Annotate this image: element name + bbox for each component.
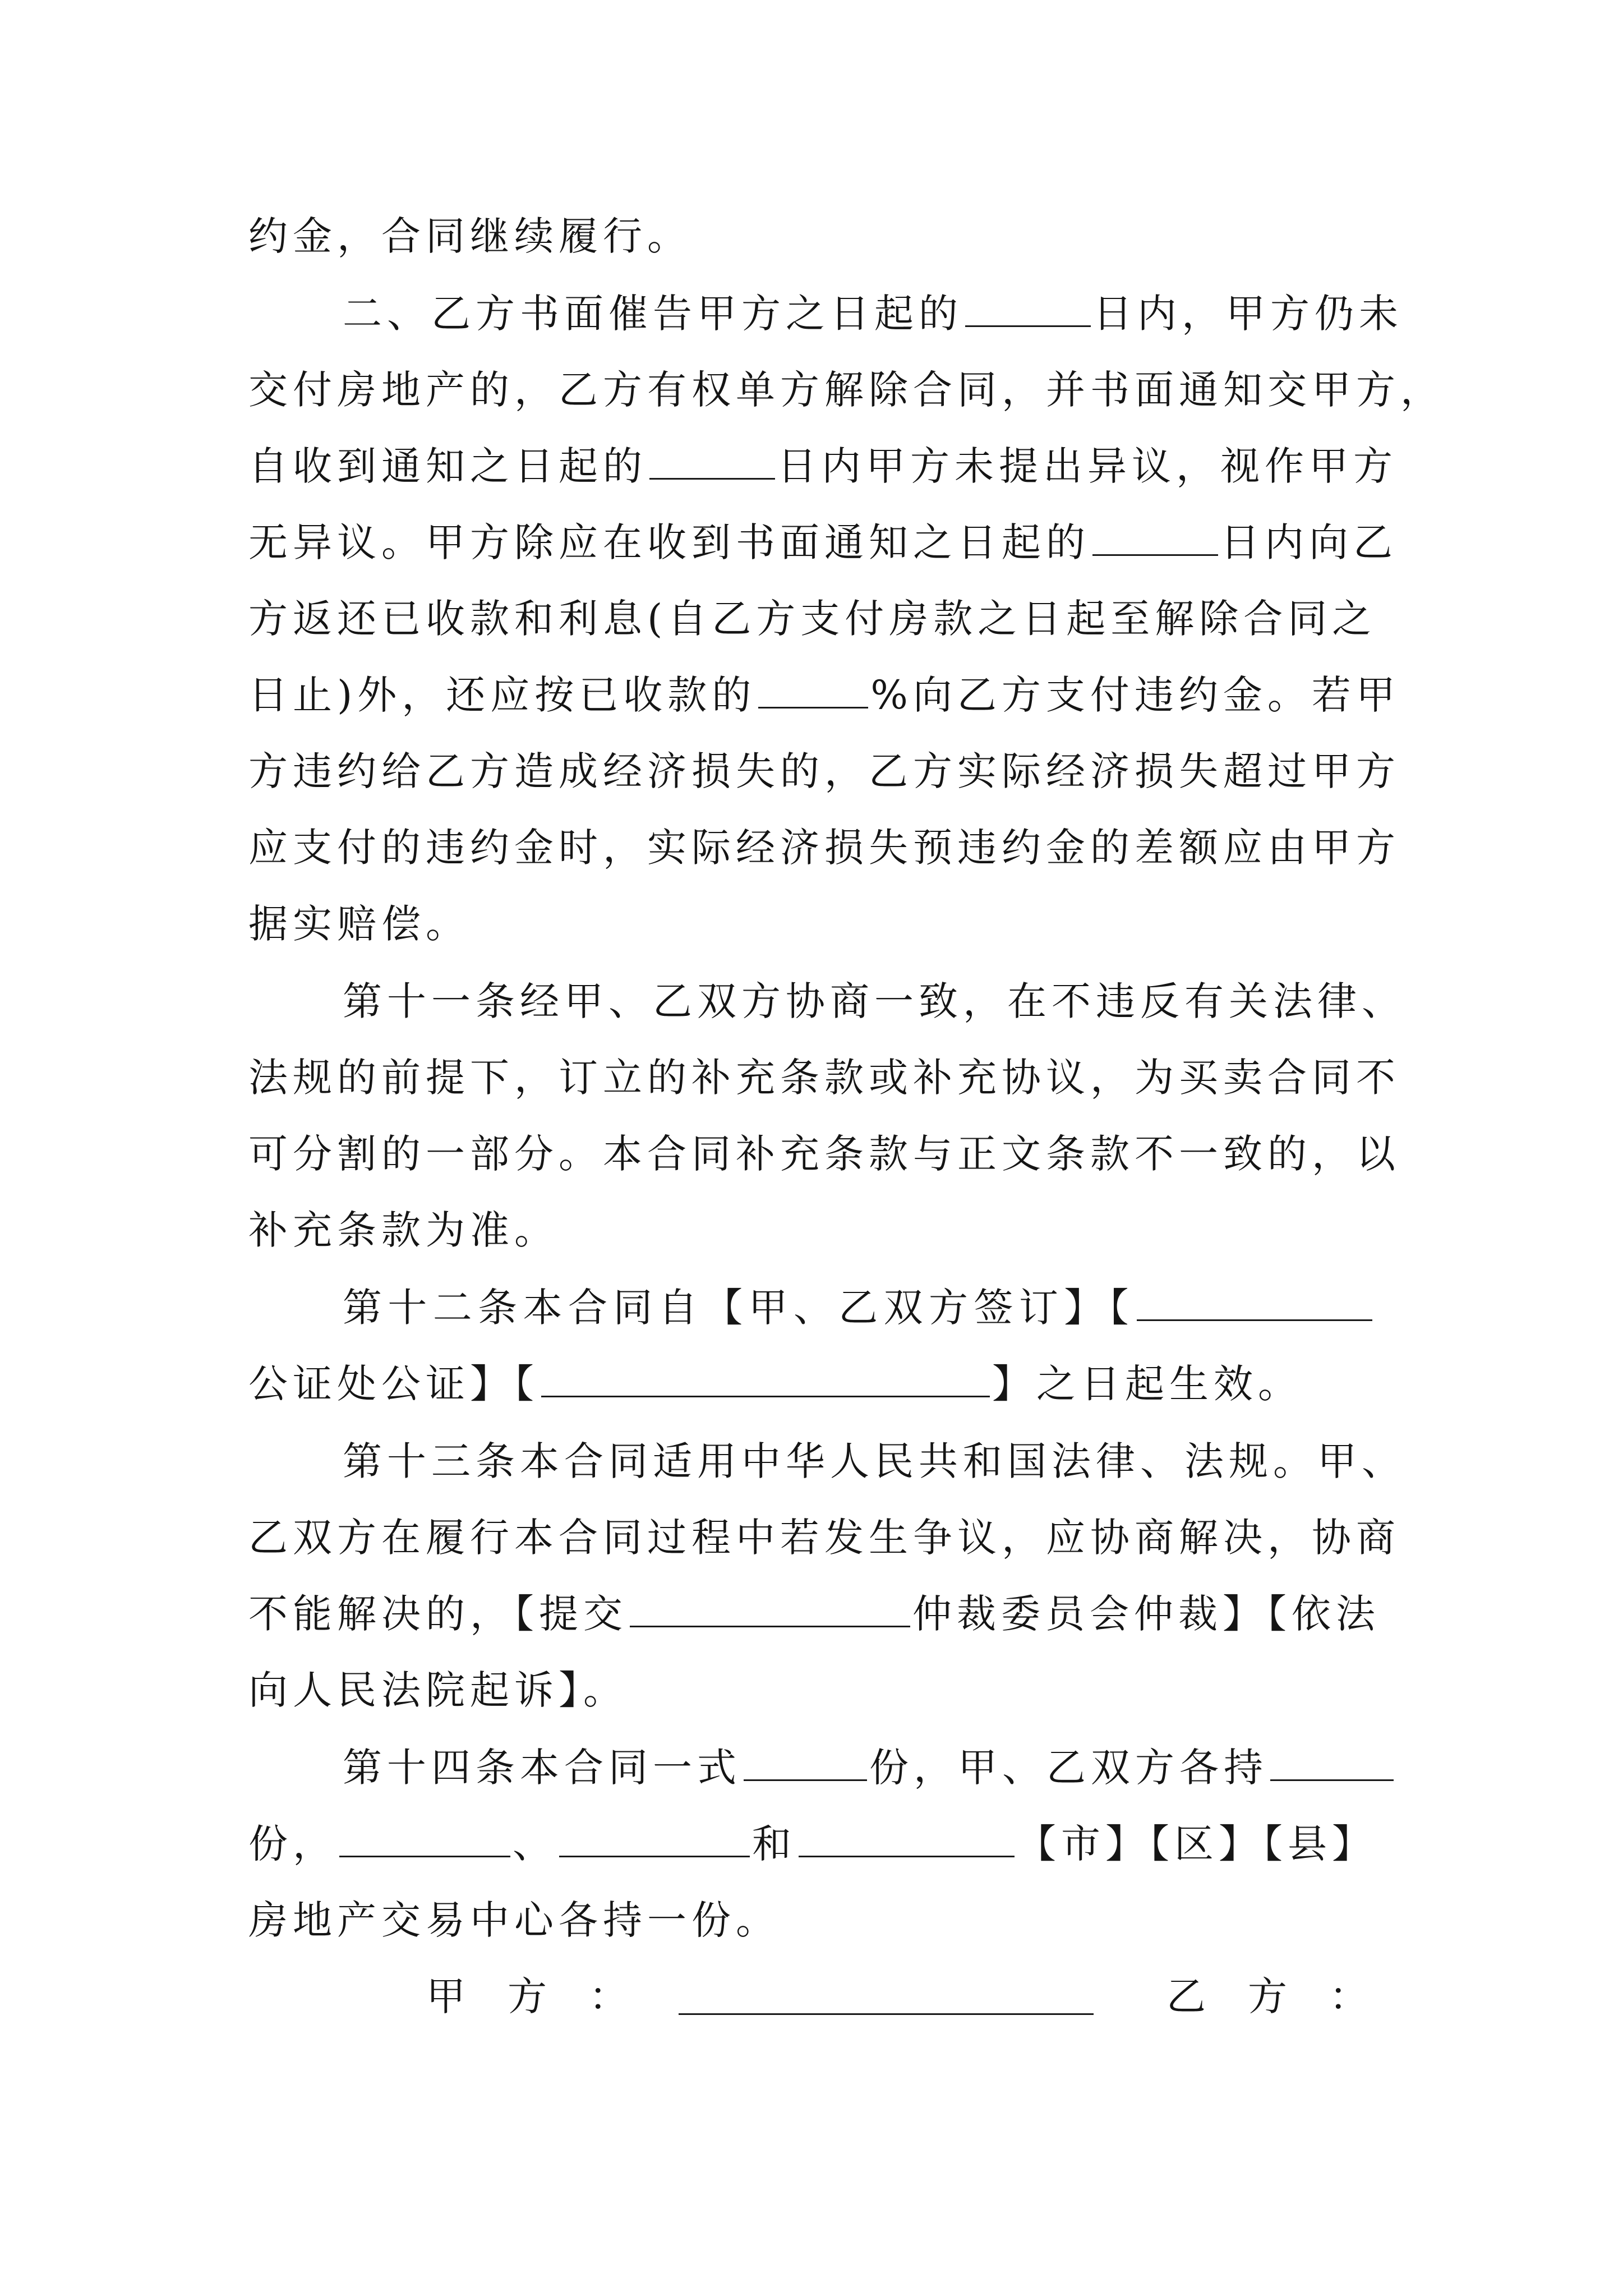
fill-blank [965, 292, 1091, 327]
text-line: 乙双方在履行本合同过程中若发生争议，应协商解决，协商 [248, 1515, 1400, 1561]
text-line: 第十一条经甲、乙双方协商一致，在不违反有关法律、 [343, 978, 1406, 1024]
text-line: 据实赔偿。 [248, 901, 470, 947]
text-line: 方返还已收款和利息(自乙方支付房款之日起至解除合同之 [248, 596, 1377, 642]
text-line: 第十三条本合同适用中华人民共和国法律、法规。甲、 [343, 1438, 1406, 1484]
text-line: 公证处公证】【 】之日起生效。 [248, 1361, 1302, 1407]
party-b-label: 乙方： [1166, 1973, 1410, 2019]
fill-blank [1270, 1746, 1394, 1781]
text-line: 交付房地产的，乙方有权单方解除合同，并书面通知交甲方， [248, 367, 1445, 413]
fill-blank [1092, 521, 1218, 556]
fill-blank [744, 1746, 867, 1781]
text-line: 约金，合同继续履行。 [248, 213, 691, 259]
text-line: 房地产交易中心各持一份。 [248, 1897, 780, 1943]
fill-blank [339, 1823, 510, 1857]
text-line: 不能解决的，【提交 仲裁委员会仲裁】【依法 [248, 1591, 1380, 1637]
text-line: 日止)外，还应按已收款的 %向乙方支付违约金。若甲 [248, 672, 1400, 718]
text-line: 第十二条本合同自【甲、乙双方签订】【 [343, 1282, 1375, 1333]
text-line: 第十四条本合同一式 份，甲、乙双方各持 [343, 1742, 1375, 1793]
party-a-label: 甲方： [426, 1973, 670, 2019]
fill-blank [541, 1363, 990, 1397]
text-line: 自收到通知之日起的 日内甲方未提出异议，视作甲方 [248, 443, 1398, 489]
fill-blank [758, 674, 868, 708]
fill-blank [559, 1823, 750, 1857]
text-line: 可分割的一部分。本合同补充条款与正文条款不一致的，以 [248, 1131, 1400, 1177]
fill-blank [630, 1593, 910, 1627]
text-line: 方违约给乙方造成经济损失的，乙方实际经济损失超过甲方 [248, 748, 1400, 794]
text-line: 向人民法院起诉】。 [248, 1667, 628, 1713]
party-a-signature-blank [679, 1980, 1094, 2015]
text-line: 份， 、 和 【市】【区】【县】 [248, 1821, 1376, 1867]
text-line: 法规的前提下，订立的补充条款或补充协议，为买卖合同不 [248, 1055, 1400, 1101]
text-line: 无异议。甲方除应在收到书面通知之日起的 日内向乙 [248, 519, 1398, 565]
fill-blank [799, 1823, 1015, 1857]
fill-blank [649, 445, 775, 480]
text-line: 二、乙方书面催告甲方之日起的 日内，甲方仍未 [343, 291, 1403, 337]
fill-blank [1137, 1286, 1372, 1321]
text-line: 补充条款为准。 [248, 1207, 559, 1253]
text-line: 应支付的违约金时，实际经济损失预违约金的差额应由甲方 [248, 825, 1400, 871]
